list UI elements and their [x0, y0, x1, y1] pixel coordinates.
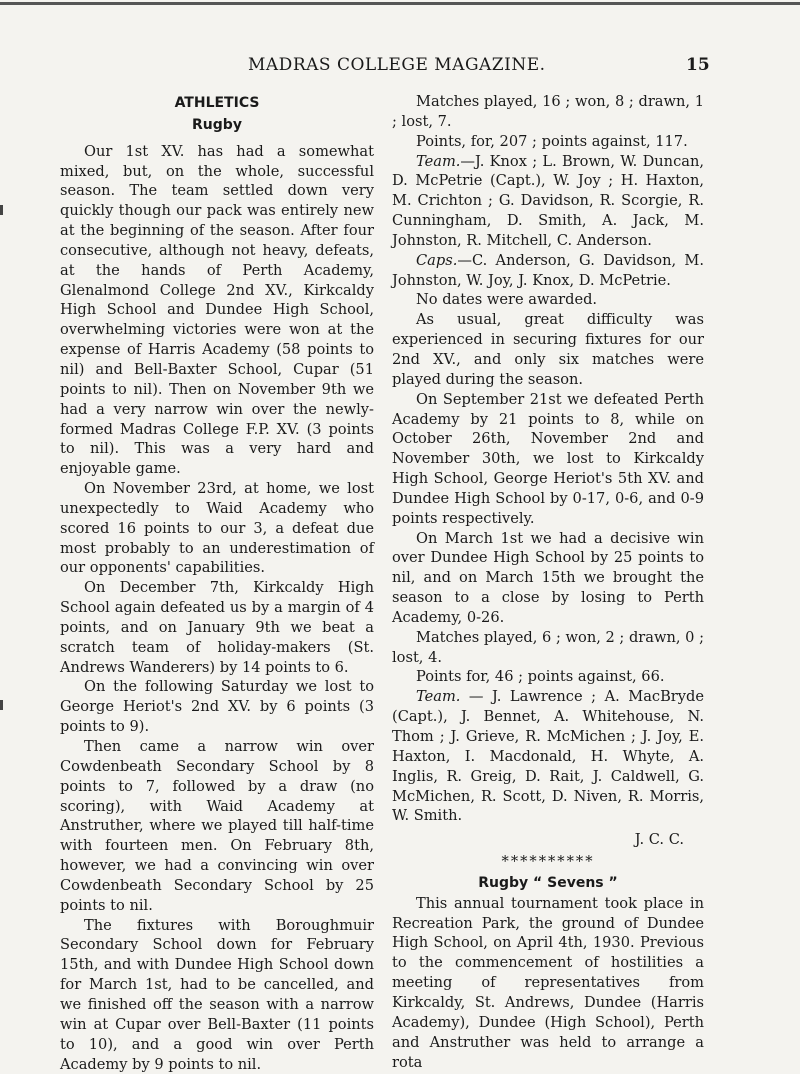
subsection-heading: Rugby [192, 116, 242, 133]
paragraph: Points, for, 207 ; points against, 117. [416, 132, 688, 150]
binding-mark [0, 205, 3, 215]
team-list [392, 687, 704, 826]
paragraph: Matches played, 6 ; won, 2 ; drawn, 0 ; lost, 4. [392, 628, 704, 666]
paragraph: On December 7th, Kirkcaldy High School again defeated us by a margin of 4 points, and on January 9th we beat a scratch team of holiday-makers (St. Andrews Wanderers) by 14 points to 6. [60, 579, 374, 676]
right-column [392, 92, 704, 1072]
team-members: — J. Lawrence ; A. MacBryde (Capt.), J. Bennet, A. Whitehouse, N. Thom ; J. Grieve, R. McMichen ; J. Joy, E. Haxton, I. Macdonald, H. Whyte, A. Inglis, R. Greig, D. Rait, J. Caldwell, G. McMichen, R. Scott, D. Niven, R. Morris, W. Smith. [392, 688, 704, 825]
paragraph: Our 1st XV. has had a somewhat mixed, but, on the whole, successful season. The team settled down very quickly though our pack was entirely new at the beginning of the season. After four consecutive, although not heavy, defeats, at the hands of Perth Academy, Glenalmond College 2nd XV., Kirkcaldy High School and Dundee High School, overwhelming victories were won at the expense of Harris Academy (58 points to nil) and Bell-Baxter School, Cupar (51 points to nil). Then on November 9th we had a very narrow win over the newly-formed Madras College F.P. XV. (3 points to nil). This was a very hard and enjoyable game. [60, 142, 374, 478]
running-header: MADRAS COLLEGE MAGAZINE. [248, 55, 546, 75]
left-column [60, 92, 374, 1074]
section-divider: ********** [501, 853, 595, 871]
paragraph: This annual tournament took place in Recreation Park, the ground of Dundee High School, on April 4th, 1930. Previous to the commencement of hostilities a meeting of representatives from Kirkcaldy, St. Andrews, Dundee (Harris Academy), Dundee (High School), Perth and Anstruther was held to arrange a rota [392, 894, 704, 1071]
caps-members: —C. Anderson, G. Davidson, M. Johnston, W. Joy, J. Knox, D. McPetrie. [392, 251, 704, 289]
paragraph: As usual, great difficulty was experienced in securing fixtures for our 2nd XV., and only six matches were played during the season. [392, 311, 704, 388]
section-heading: ATHLETICS [174, 95, 260, 111]
caps-label: Caps. [416, 251, 458, 269]
paragraph: Points for, 46 ; points against, 66. [416, 668, 665, 686]
team-label: Team. [416, 688, 461, 706]
top-edge-line [0, 2, 800, 5]
paragraph: Then came a narrow win over Cowdenbeath Secondary School by 8 points to 7, followed by a draw (no scoring), with Waid Academy at Anstruther, where we played till half-time with fourteen men. On February 8th, however, we had a convincing win over Cowdenbeath Secondary School by 25 points to nil. [60, 738, 374, 914]
author-signature: J. C. C. [634, 831, 684, 849]
team-list [392, 152, 704, 251]
paragraph: On November 23rd, at home, we lost unexpectedly to Waid Academy who scored 16 points to our 3, a defeat due most probably to an underestimation of our opponents' capabilities. [60, 480, 374, 577]
page-number: 15 [686, 55, 710, 75]
paragraph: Matches played, 16 ; won, 8 ; drawn, 1 ; lost, 7. [392, 93, 704, 130]
subsection-heading: Rugby “ Sevens ” [478, 874, 618, 891]
paragraph: On the following Saturday we lost to George Heriot's 2nd XV. by 6 points (3 points to 9). [60, 678, 374, 736]
caps-list [392, 251, 704, 291]
paragraph: On March 1st we had a decisive win over Dundee High School by 25 points to nil, and on March 15th we brought the season to a close by losing to Perth Academy, 0-26. [392, 529, 704, 626]
paragraph: No dates were awarded. [416, 291, 598, 309]
team-label: Team. [416, 152, 461, 170]
team-members: —J. Knox ; L. Brown, W. Duncan, D. McPetrie (Capt.), W. Joy ; H. Haxton, M. Crichton ; G. Davidson, R. Scorgie, R. Cunningham, D. Smith, A. Jack, M. Johnston, R. Mitchell, C. Anderson. [392, 152, 704, 249]
paragraph: The fixtures with Boroughmuir Secondary School down for February 15th, and with Dundee High School down for March 1st, had to be cancelled, and we finished off the season with a narrow win at Cupar over Bell-Baxter (11 points to 10), and a good win over Perth Academy by 9 points to nil. [60, 916, 374, 1073]
paragraph: On September 21st we defeated Perth Academy by 21 points to 8, while on October 26th, November 2nd and November 30th, we lost to Kirkcaldy High School, George Heriot's 5th XV. and Dundee High School by 0-17, 0-6, and 0-9 points respectively. [392, 390, 704, 527]
binding-mark [0, 700, 3, 710]
